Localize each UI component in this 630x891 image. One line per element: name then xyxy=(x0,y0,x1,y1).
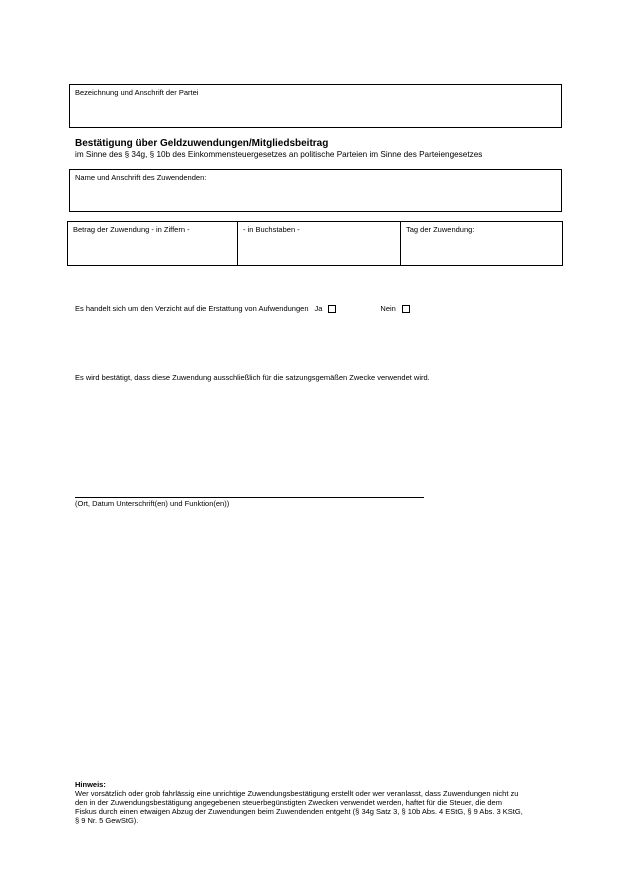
amount-digits-field[interactable] xyxy=(68,222,238,265)
donation-date-label: Tag der Zuwendung: xyxy=(406,225,475,234)
donor-address-field[interactable] xyxy=(69,169,562,212)
waiver-no-checkbox[interactable] xyxy=(402,305,410,313)
waiver-yes-checkbox[interactable] xyxy=(328,305,336,313)
amount-digits-label: Betrag der Zuwendung - in Ziffern - xyxy=(73,225,190,234)
signature-line[interactable] xyxy=(75,497,424,498)
donation-date-field[interactable] xyxy=(401,222,562,265)
document-title: Bestätigung über Geldzuwendungen/Mitgliedsbeitrag xyxy=(75,138,329,149)
waiver-question: Es handelt sich um den Verzicht auf die Erstattung von Aufwendungen xyxy=(75,304,309,313)
waiver-yes-label: Ja xyxy=(314,304,323,313)
waiver-no-option xyxy=(380,304,409,313)
confirmation-text: Es wird bestätigt, dass diese Zuwendung ausschließlich für die satzungsgemäßen Zwecke verwendet wird. xyxy=(75,373,430,382)
signature-caption: (Ort, Datum Unterschrift(en) und Funktion(en)) xyxy=(75,499,230,508)
party-address-label: Bezeichnung und Anschrift der Partei xyxy=(75,88,199,97)
amount-letters-field[interactable] xyxy=(238,222,401,265)
party-address-field[interactable] xyxy=(69,84,562,128)
legal-note xyxy=(75,780,525,825)
document-subtitle: im Sinne des § 34g, § 10b des Einkommensteuergesetzes an politische Parteien im Sinne des Parteiengesetzes xyxy=(75,150,483,159)
donor-address-label: Name und Anschrift des Zuwendenden: xyxy=(75,173,207,182)
waiver-row xyxy=(75,304,410,313)
waiver-no-label: Nein xyxy=(380,304,396,313)
amount-table xyxy=(67,221,563,266)
legal-note-heading: Hinweis: xyxy=(75,780,106,789)
legal-note-text: Wer vorsätzlich oder grob fahrlässig eine unrichtige Zuwendungsbestätigung erstellt oder wer veranlasst, dass Zuwendungen nicht zu den in der Zuwendungsbestätigung angegebenen steuerbegünstigten Zwecken verwendet werden, haftet für die Steuer, die dem Fiskus durch einen etwaigen Abzug der Zuwendungen beim Zuwendenden entgeht (§ 34g Satz 3, § 10b Abs. 4 EStG, § 9 Abs. 3 KStG, § 9 Nr. 5 GewStG). xyxy=(75,789,523,825)
waiver-yes-option xyxy=(315,304,337,313)
amount-letters-label: - in Buchstaben - xyxy=(243,225,300,234)
